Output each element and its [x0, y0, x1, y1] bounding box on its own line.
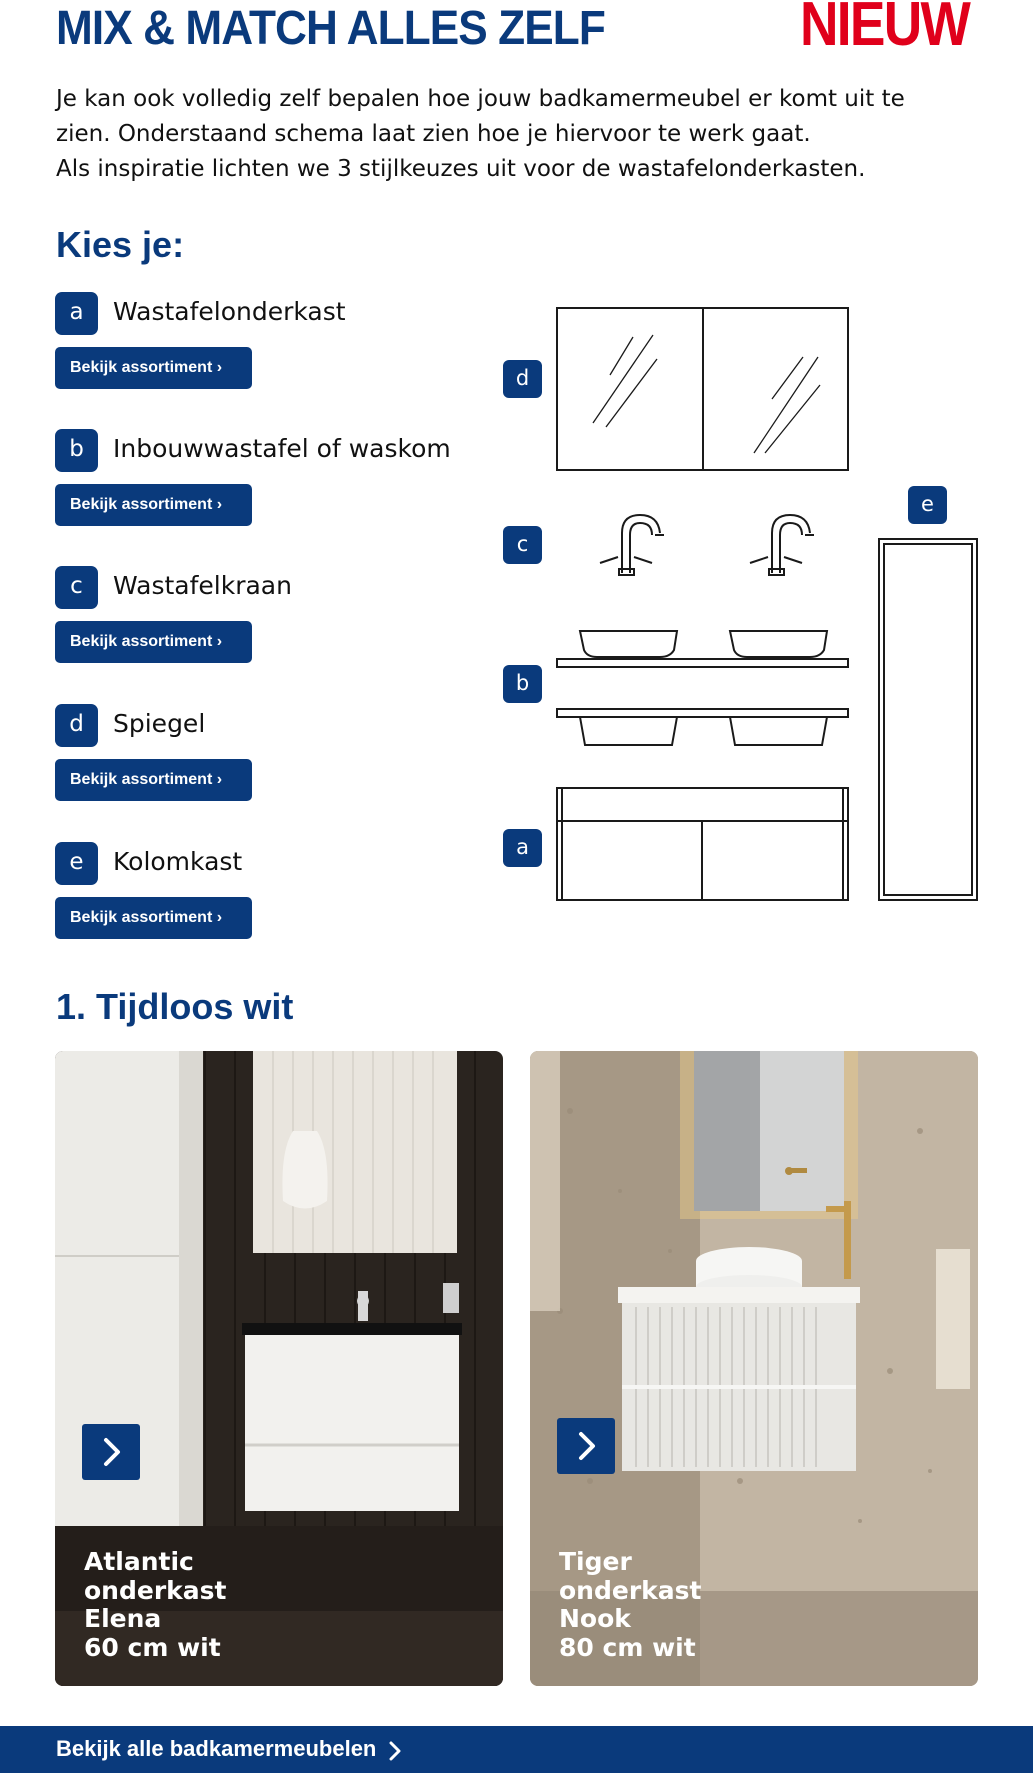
option-label: Kolomkast	[113, 847, 243, 876]
view-assortment-button-a[interactable]: Bekijk assortiment ›	[55, 347, 252, 389]
option-e	[55, 842, 475, 932]
option-label: Wastafelonderkast	[113, 297, 346, 326]
section-heading: 1. Tijdloos wit	[56, 986, 294, 1027]
option-label: Spiegel	[113, 709, 206, 738]
view-all-bathroom-furniture-link[interactable]	[0, 1726, 1033, 1773]
option-letter-badge: a	[55, 292, 98, 335]
page-title: MIX & MATCH ALLES ZELF	[56, 2, 605, 55]
card-arrow-button[interactable]	[82, 1424, 140, 1480]
card-arrow-button[interactable]	[557, 1418, 615, 1474]
faucet-icon	[600, 515, 664, 575]
furniture-schema	[490, 295, 990, 915]
schema-tag-a: a	[503, 829, 542, 867]
option-label: Wastafelkraan	[113, 571, 292, 600]
schema-tag-e: e	[908, 486, 947, 524]
option-letter-badge: c	[55, 566, 98, 609]
vessel-sink-icon	[557, 631, 848, 667]
intro-line: zien. Onderstaand schema laat zien hoe je hiervoor te werk gaat.	[56, 121, 811, 147]
view-assortment-button-c[interactable]: Bekijk assortiment ›	[55, 621, 252, 663]
choose-heading: Kies je:	[56, 224, 185, 265]
product-name: Atlantic onderkast Elena 60 cm wit	[84, 1547, 227, 1662]
vanity-cabinet-icon	[557, 788, 848, 900]
chevron-right-icon	[557, 1418, 615, 1474]
product-card-atlantic[interactable]	[55, 1051, 503, 1686]
new-badge: NIEUW	[800, 0, 970, 59]
chevron-right-icon	[82, 1424, 140, 1480]
schema-drawing	[490, 295, 990, 915]
intro-line: Je kan ook volledig zelf bepalen hoe jouw badkamermeubel er komt uit te	[56, 86, 905, 112]
option-d	[55, 704, 475, 794]
intro-line: Als inspiratie lichten we 3 stijlkeuzes uit voor de wastafelonderkasten.	[56, 156, 866, 182]
option-c	[55, 566, 475, 656]
footer-label: Bekijk alle badkamermeubelen	[56, 1736, 377, 1761]
schema-tag-b: b	[503, 665, 542, 703]
option-b	[55, 429, 475, 519]
view-assortment-button-e[interactable]: Bekijk assortiment ›	[55, 897, 252, 939]
option-letter-badge: d	[55, 704, 98, 747]
intro-text	[56, 82, 956, 187]
mirror-icon	[557, 308, 848, 470]
schema-tag-c: c	[503, 526, 542, 564]
option-a	[55, 292, 475, 382]
view-assortment-button-d[interactable]: Bekijk assortiment ›	[55, 759, 252, 801]
option-label: Inbouwwastafel of waskom	[113, 434, 451, 463]
chevron-right-icon	[388, 1741, 404, 1761]
option-letter-badge: b	[55, 429, 98, 472]
option-letter-badge: e	[55, 842, 98, 885]
view-assortment-button-b[interactable]: Bekijk assortiment ›	[55, 484, 252, 526]
inset-sink-icon	[557, 709, 848, 745]
column-cabinet-icon	[879, 539, 977, 900]
faucet-icon	[750, 515, 814, 575]
product-card-tiger[interactable]	[530, 1051, 978, 1686]
product-name: Tiger onderkast Nook 80 cm wit	[559, 1547, 702, 1662]
schema-tag-d: d	[503, 360, 542, 398]
